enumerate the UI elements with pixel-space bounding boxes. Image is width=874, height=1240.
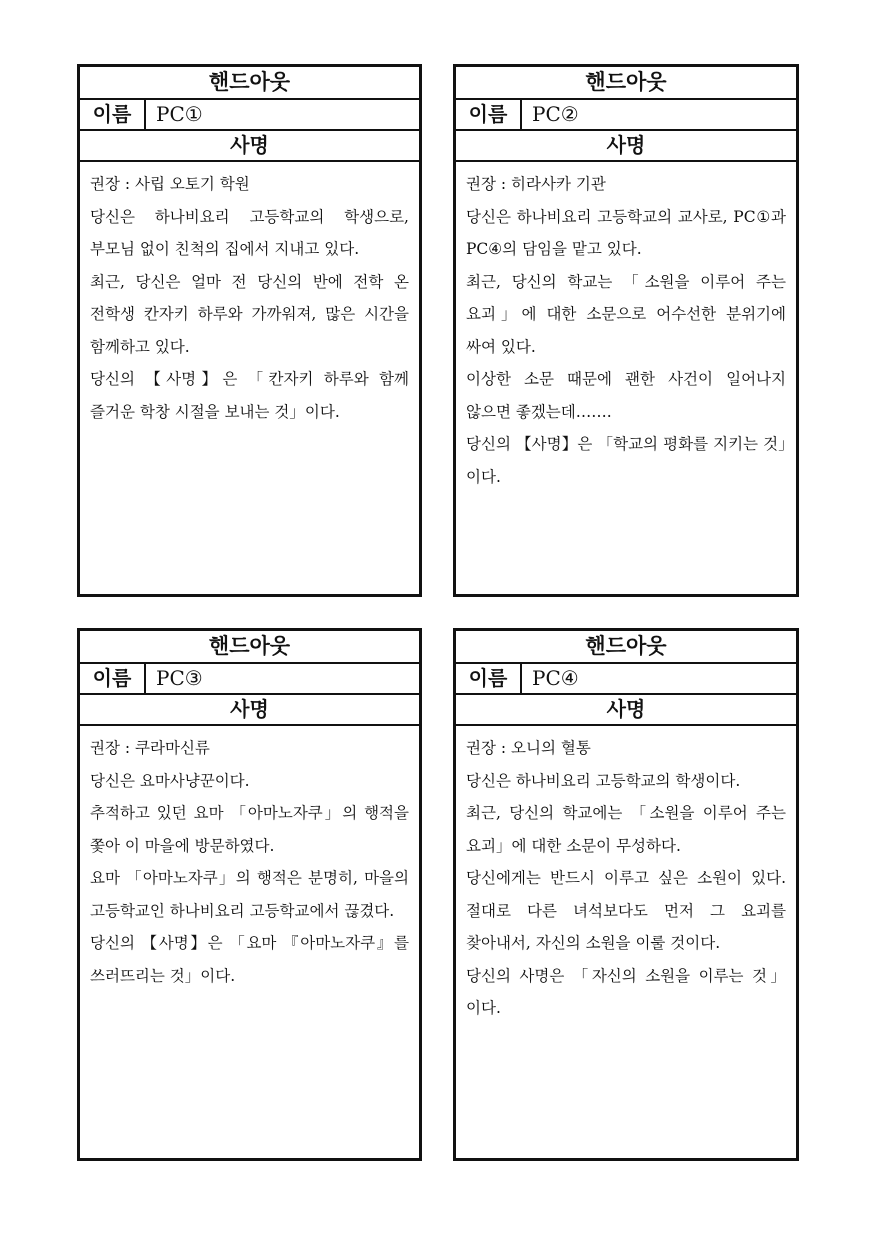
mission-body: [456, 726, 796, 1025]
mission-paragraph: 요마 「아마노자쿠」의 행적은 분명히, 마을의 고등학교인 하나비요리 고등학교에서 끊겼다.: [90, 869, 409, 920]
name-label: 이름: [456, 100, 522, 129]
mission-paragraph: 당신은 하나비요리 고등학교의 학생이다.: [466, 771, 741, 790]
mission-header: 사명: [80, 695, 419, 726]
mission-paragraph: 최근, 당신은 얼마 전 당신의 반에 전학 온 전학생 칸자키 하루와 가까워져, 많은 시간을 함께하고 있다.: [90, 272, 409, 356]
name-value: PC②: [532, 102, 579, 126]
mission-paragraph: 당신은 하나비요리 고등학교의 교사로, PC①과 PC④의 담임을 맡고 있다.: [466, 207, 786, 258]
name-label: 이름: [80, 664, 146, 693]
name-value: PC③: [156, 666, 203, 690]
mission-paragraph: 추적하고 있던 요마 「아마노자쿠」의 행적을 쫓아 이 마을에 방문하였다.: [90, 804, 409, 855]
mission-paragraph: 당신은 요마사냥꾼이다.: [90, 771, 250, 790]
name-row: [456, 664, 796, 695]
name-label: 이름: [456, 664, 522, 693]
name-row: [456, 100, 796, 131]
recommendation-text: 권장 : 쿠라마신류: [90, 739, 210, 757]
mission-paragraph: 당신의 【사명】은 「학교의 평화를 지키는 것」이다.: [466, 435, 786, 486]
name-label: 이름: [80, 100, 146, 129]
mission-paragraph: 당신에게는 반드시 이루고 싶은 소원이 있다. 절대로 다른 녀석보다도 먼저 그 요괴를 찾아내서, 자신의 소원을 이룰 것이다.: [466, 869, 786, 952]
name-row: [80, 664, 419, 695]
mission-body: [80, 726, 419, 992]
name-value: PC①: [156, 102, 203, 126]
mission-body: [80, 162, 419, 428]
recommendation-text: 권장 : 오니의 혈통: [466, 739, 591, 757]
mission-body: [456, 162, 796, 493]
mission-paragraph: 당신의 【사명】은 「칸자키 하루와 함께 즐거운 학창 시절을 보내는 것」이다.: [90, 370, 409, 421]
recommendation-text: 권장 : 히라사카 기관: [466, 175, 606, 193]
mission-header: 사명: [456, 131, 796, 162]
mission-header: 사명: [456, 695, 796, 726]
handout-title: 핸드아웃: [456, 67, 796, 100]
handout-title: 핸드아웃: [80, 67, 419, 100]
handout-card-pc4: [453, 628, 799, 1161]
mission-paragraph: 당신은 하나비요리 고등학교의 학생으로, 부모님 없이 친척의 집에서 지내고 있다.: [90, 207, 409, 258]
handout-card-pc3: [77, 628, 422, 1161]
mission-paragraph: 최근, 당신의 학교에는 「소원을 이루어 주는 요괴」에 대한 소문이 무성하다.: [466, 804, 786, 855]
handout-title: 핸드아웃: [80, 631, 419, 664]
handout-card-pc2: [453, 64, 799, 597]
name-value: PC④: [532, 666, 579, 690]
name-row: [80, 100, 419, 131]
mission-header: 사명: [80, 131, 419, 162]
mission-paragraph: 이상한 소문 때문에 괜한 사건이 일어나지 않으면 좋겠는데…….: [466, 370, 786, 421]
handout-title: 핸드아웃: [456, 631, 796, 664]
mission-paragraph: 당신의 【사명】은 「요마 『아마노자쿠』를 쓰러뜨리는 것」이다.: [90, 934, 409, 985]
mission-paragraph: 최근, 당신의 학교는 「소원을 이루어 주는 요괴」에 대한 소문으로 어수선한 분위기에 싸여 있다.: [466, 272, 786, 356]
handout-card-pc1: [77, 64, 422, 597]
recommendation-text: 권장 : 사립 오토기 학원: [90, 175, 250, 193]
mission-paragraph: 당신의 사명은 「자신의 소원을 이루는 것」이다.: [466, 966, 786, 1017]
